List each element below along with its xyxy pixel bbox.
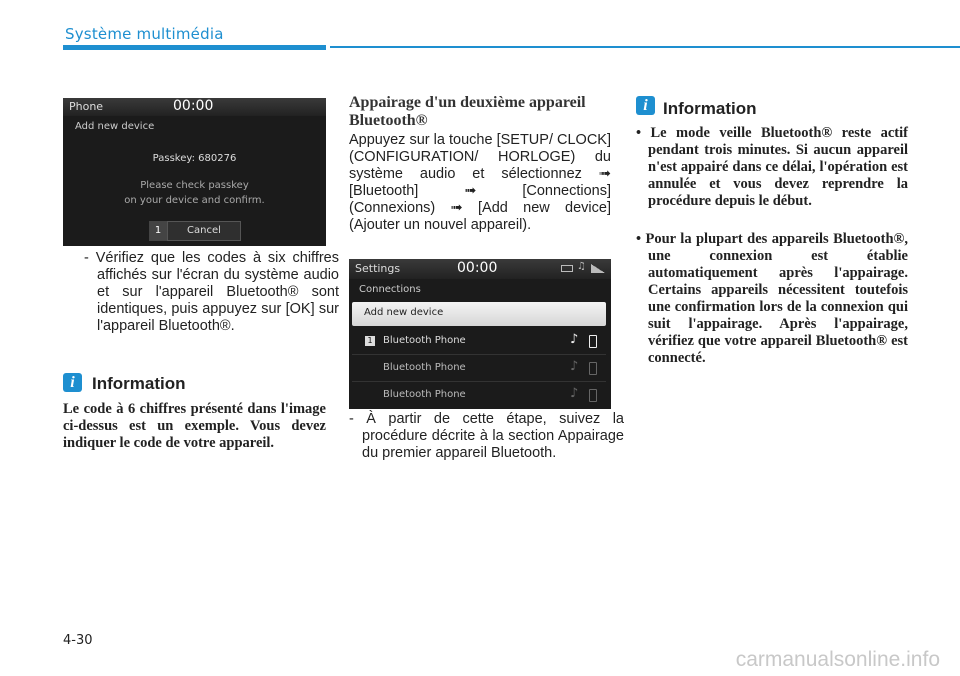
second-device-heading: [349, 94, 611, 130]
phone-icon: [589, 362, 597, 375]
check-message-2: on your device and confirm.: [124, 195, 265, 206]
follow-procedure-text: - À partir de cette étape, suivez la procédure décrite à la section Appairage du premier appareil Bluetooth.: [349, 411, 624, 461]
device-number-badge: 1: [365, 336, 375, 346]
device-name: Bluetooth Phone: [383, 335, 466, 346]
connection-bullet: • Pour la plupart des appareils Bluetooth®, une connexion est établie automatiquement après l'appairage. Certains appareils nécessitent toutefois une confirmation lors de la connexion qui suit l'appairage. Après l'appairage, vérifiez que votre appareil Bluetooth® est connecté.: [636, 231, 908, 366]
passkey-text: Passkey: 680276: [152, 153, 237, 164]
setup-instructions: Appuyez sur la touche [SETUP/ CLOCK] (CONFIGURATION/ HORLOGE) du système audio et sélectionnez ➟ [Bluetooth] ➟ [Connections] (Connexions) ➟ [Add new device] (Ajouter un nouvel appareil).: [349, 132, 611, 233]
music-icon: ♪: [570, 359, 579, 374]
phone-clock: 00:00: [173, 98, 214, 114]
second-device-heading-text: Appairage d'un deuxième appareil Bluetooth®: [349, 94, 586, 129]
page-number: 4-30: [63, 633, 93, 648]
settings-screen: [349, 259, 611, 409]
header-rule: [330, 46, 960, 48]
header-bar: [63, 45, 326, 50]
cancel-button[interactable]: Cancel: [167, 221, 241, 241]
device-name: Bluetooth Phone: [383, 362, 466, 373]
device-name: Bluetooth Phone: [383, 389, 466, 400]
music-note-icon: ♫: [577, 261, 586, 272]
phone-title: Phone: [69, 100, 104, 113]
standby-bullet: • Le mode veille Bluetooth® reste actif pendant trois minutes. Si aucun appareil n'est appairé dans ce délai, l'opération est annulée et vous devez reprendre la procédure depuis le début.: [636, 125, 908, 209]
info-icon: i: [63, 373, 82, 392]
info-title: Information: [92, 374, 186, 393]
add-new-device-label: Add new device: [364, 307, 444, 318]
info-title: Information: [663, 99, 757, 118]
device-row[interactable]: [352, 357, 606, 382]
device-row[interactable]: [352, 384, 606, 408]
watermark: carmanualsonline.info: [735, 648, 940, 671]
device-row[interactable]: [352, 330, 606, 355]
cancel-key-number: 1: [149, 221, 167, 241]
phone-icon: [589, 389, 597, 402]
check-message-1: Please check passkey: [140, 180, 249, 191]
add-device-heading: Add new device: [75, 121, 155, 132]
verify-codes-text: - Vérifiez que les codes à six chiffres affichés sur l'écran du système audio et sur l'appareil Bluetooth® sont identiques, puis appuyez sur [OK] sur l'appareil Bluetooth®.: [84, 250, 339, 334]
music-icon: ♪: [570, 386, 579, 401]
settings-title: Settings: [355, 262, 401, 275]
info-icon: i: [636, 96, 655, 115]
signal-icon: [591, 264, 605, 273]
add-new-device-button[interactable]: [352, 302, 606, 326]
phone-icon: [589, 335, 597, 348]
music-icon: ♪: [570, 332, 579, 347]
phone-screen: [63, 98, 326, 246]
settings-clock: 00:00: [457, 260, 498, 276]
battery-icon: [561, 265, 573, 272]
connections-menu: Connections: [359, 284, 421, 295]
section-title: Système multimédia: [65, 25, 224, 43]
status-icons: [561, 261, 607, 274]
info-text: Le code à 6 chiffres présenté dans l'image ci-dessus est un exemple. Vous devez indiquer le code de votre appareil.: [63, 401, 326, 451]
